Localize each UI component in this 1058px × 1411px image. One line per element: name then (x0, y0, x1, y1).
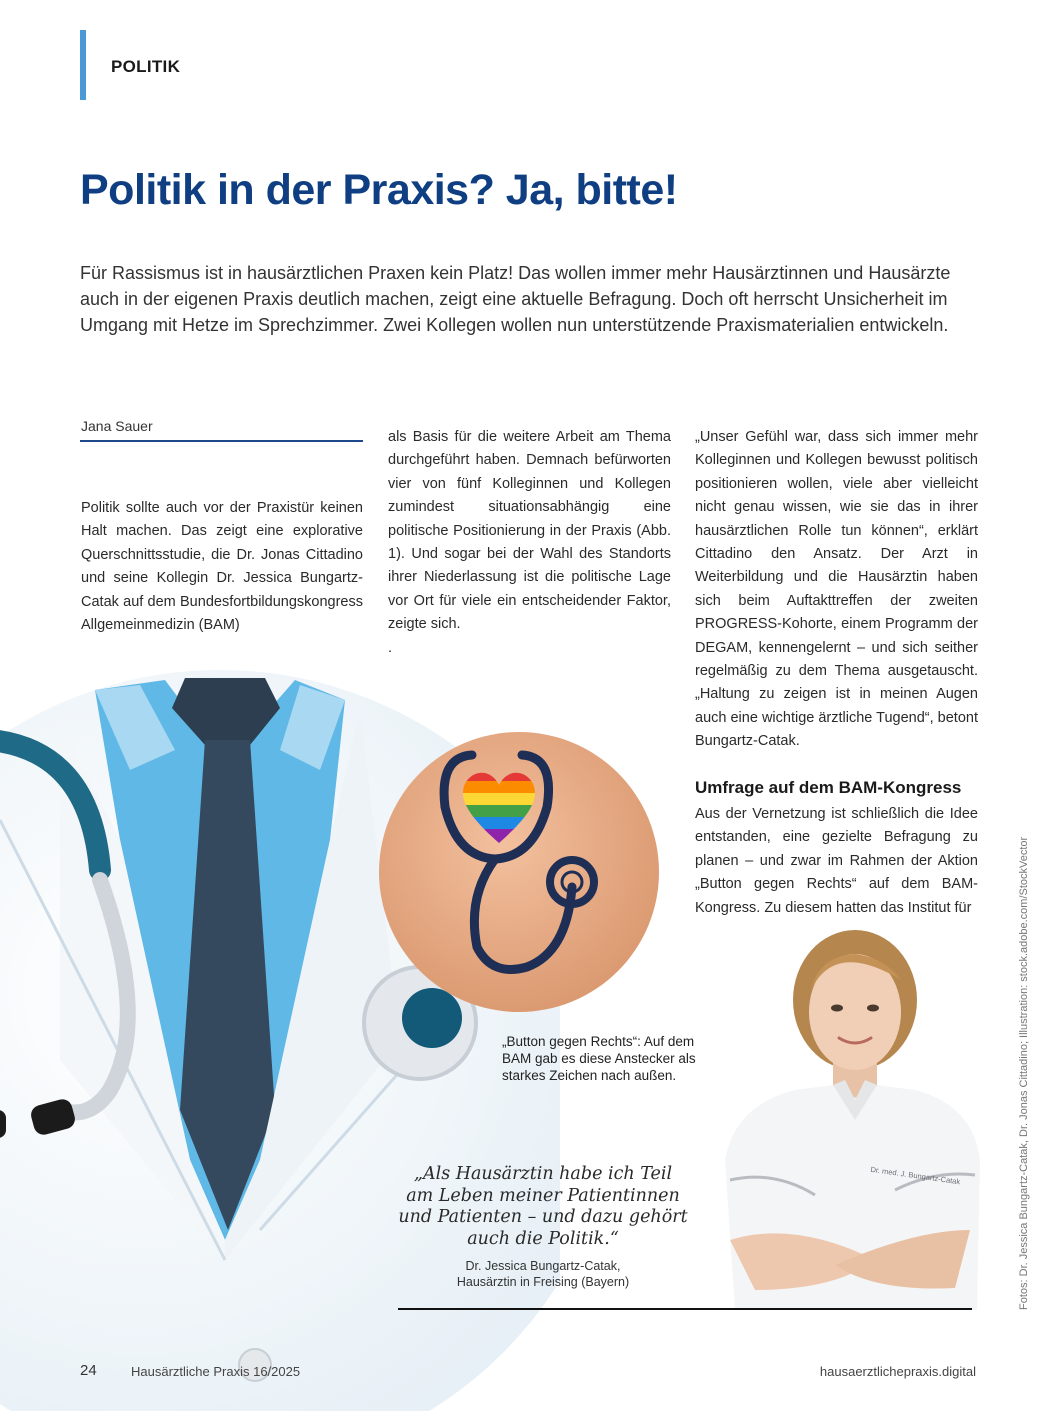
body-paragraph: Aus der Vernetzung ist schließlich die Idee entstanden, eine gezielte Befragung zu planen – und zwar im Rahmen der Aktion „Button gegen Rechts“ auf dem BAM-Kongress. Zu diesem hatten das Institut für (695, 806, 978, 916)
body-paragraph-end: . (388, 639, 393, 656)
body-column-2 (388, 426, 671, 660)
pull-quote-attribution (398, 1258, 688, 1290)
subheading: Umfrage auf dem BAM-Kongress (695, 778, 962, 797)
pull-quote: „Als Hausärztin habe ich Teil am Leben meiner Patientinnen und Patienten – und dazu gehört auch die Politik.“ (398, 1164, 688, 1249)
body-column-3b (695, 803, 978, 920)
portrait-photo (715, 920, 985, 1310)
quote-author-name: Dr. Jessica Bungartz-Catak, (465, 1259, 621, 1273)
author-name: Jana Sauer (81, 418, 153, 434)
body-paragraph: „Unser Gefühl war, dass sich immer mehr Kolleginnen und Kollegen bewusst politisch positionieren wollen, viele aber vielleicht nicht genau wissen, wie sie das in ihrer hausärztlichen Rolle tun können“, erklärt Cittadino den Ansatz. Der Arzt in Weiterbildung und die Hausärztin haben sich beim Auftakttreffen der zweiten PROGRESS-Kohorte, einem Programm der DEGAM, kennengelernt – und sich seither regelmäßig zu dem Thema ausgetauscht. „Haltung zu zeigen ist in meinen Augen auch eine wichtige ärztliche Tugend“, betont Bungartz-Catak. (695, 429, 978, 750)
shirt-embroidery: Dr. med. J. Bungartz-Catak (869, 1164, 961, 1187)
body-column-3 (695, 426, 978, 754)
page-number: 24 (80, 1362, 97, 1379)
button-gegen-rechts-badge (377, 727, 662, 1017)
body-paragraph: als Basis für die weitere Arbeit am Thema durchgeführt haben. Demnach befürworten vier von fünf Kolleginnen und Kollegen zumindest situationsabhängig eine politische Positionierung in der Praxis (Abb. 1). Und sogar bei der Wahl des Standorts ihrer Niederlassung ist die politische Lage vor Ort für viele ein entscheidender Faktor, zeigte sich. (388, 429, 671, 633)
article-title: Politik in der Praxis? Ja, bitte! (80, 166, 678, 214)
section-accent-bar (80, 30, 86, 100)
issue-label: Hausärztliche Praxis 16/2025 (131, 1364, 301, 1379)
figure-caption: „Button gegen Rechts“: Auf dem BAM gab es diese Anstecker als starkes Zeichen nach außen. (502, 1034, 696, 1083)
quote-divider (398, 1308, 972, 1310)
quote-author-role: Hausärztin in Freising (Bayern) (456, 1275, 630, 1289)
section-label: POLITIK (111, 57, 181, 76)
photo-credit: Fotos: Dr. Jessica Bungartz-Catak, Dr. Jonas Cittadino; Illustration: stock.adobe.com/StockVector (1018, 836, 1030, 1310)
body-paragraph: Politik sollte auch vor der Praxistür keinen Halt machen. Das zeigt eine explorative Querschnittsstudie, die Dr. Jonas Cittadino und seine Kollegin Dr. Jessica Bungartz-Catak auf dem Bundesfortbildungskongress Allgemeinmedizin (BAM) (81, 500, 363, 634)
footer-website: hausaerztlichepraxis.digital (819, 1364, 976, 1379)
body-column-1 (81, 497, 363, 637)
article-lead: Für Rassismus ist in hausärztlichen Praxen kein Platz! Das wollen immer mehr Hausärztinnen und Hausärzte auch in der eigenen Praxis deutlich machen, zeigt eine aktuelle Befragung. Doch oft herrscht Unsicherheit im Umgang mit Hetze im Sprechzimmer. Zwei Kollegen wollen nun unterstützende Praxismaterialien entwickeln. (80, 263, 951, 335)
author-divider (80, 440, 363, 442)
